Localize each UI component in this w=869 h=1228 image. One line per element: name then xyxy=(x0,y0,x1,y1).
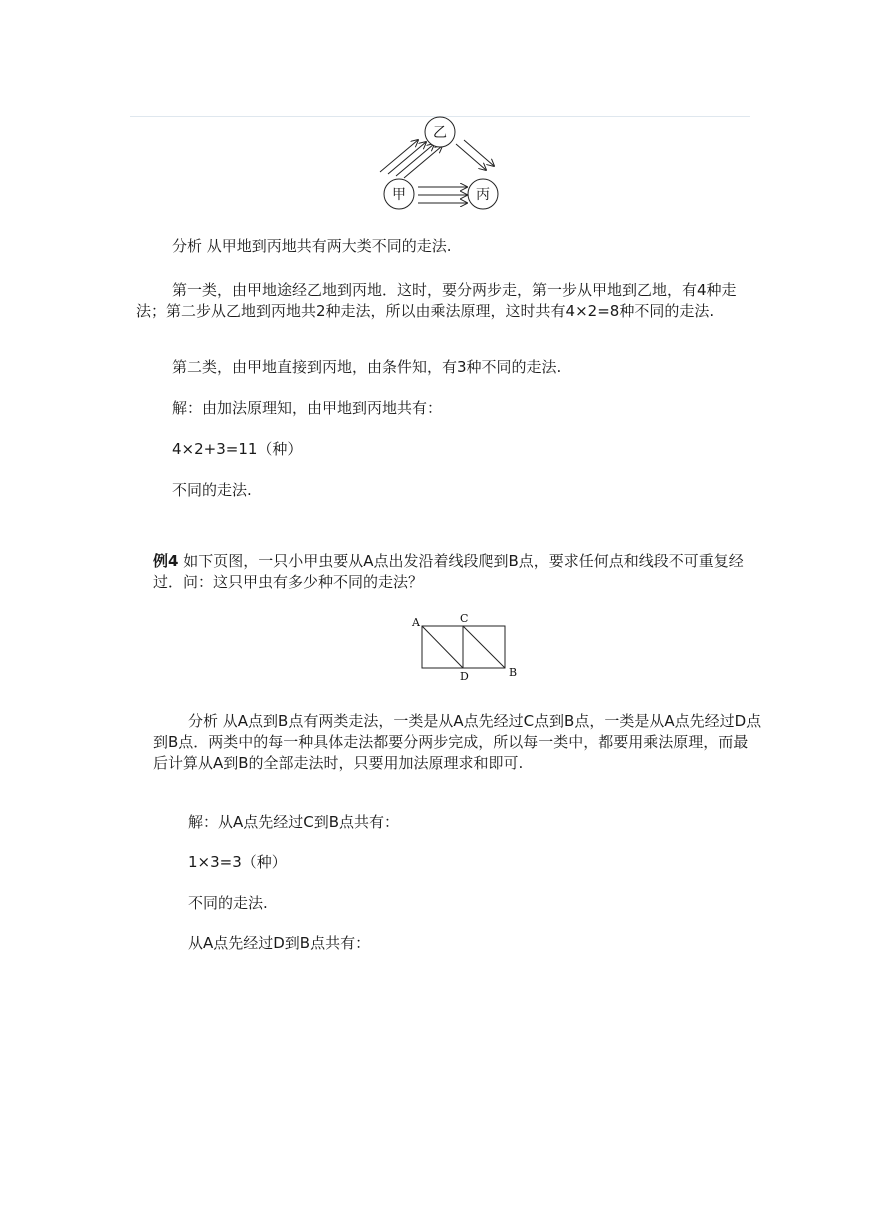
conclusion-1: 不同的走法. xyxy=(172,481,252,499)
formula-1: 4×2+3=11（种） xyxy=(172,440,303,458)
route-diagram xyxy=(370,112,530,212)
solution-2: 解：从A点先经过C到B点共有： xyxy=(188,813,400,831)
point-d: D xyxy=(460,670,469,682)
case-2: 第二类，由甲地直接到丙地，由条件知，有3种不同的走法. xyxy=(172,358,562,376)
formula-2: 1×3=3（种） xyxy=(188,853,287,871)
node-jia: 甲 xyxy=(392,187,406,203)
point-a: A xyxy=(412,616,420,629)
analysis-1: 分析 从甲地到丙地共有两大类不同的走法. xyxy=(172,237,452,255)
example-4 xyxy=(153,551,763,593)
conclusion-2: 不同的走法. xyxy=(188,894,268,912)
example-text: 如下页图，一只小甲虫要从A点出发沿着线段爬到B点，要求任何点和线段不可重复经过．问：这只甲虫有多少种不同的走法？ xyxy=(153,552,744,591)
point-b: B xyxy=(509,666,518,679)
case-1: 第一类，由甲地途经乙地到丙地．这时，要分两步走，第一步从甲地到乙地，有4种走法；第二步从乙地到丙地共2种走法，所以由乘法原理，这时共有4×2=8种不同的走法. xyxy=(136,281,737,320)
next-step: 从A点先经过D到B点共有： xyxy=(188,934,371,952)
node-yi: 乙 xyxy=(433,125,447,141)
point-c: C xyxy=(460,612,469,625)
example-label: 例4 xyxy=(153,552,179,570)
grid-diagram xyxy=(406,612,526,682)
analysis-2: 分析 从A点到B点有两类走法，一类是从A点先经过C点到B点，一类是从A点先经过D点到B点．两类中的每一种具体走法都要分两步完成，所以每一类中，都要用乘法原理，而最后计算从A到B的全部走法时，只要用加法原理求和即可. xyxy=(153,712,762,772)
node-bing: 丙 xyxy=(476,187,490,203)
solution-1: 解：由加法原理知，由甲地到丙地共有： xyxy=(172,399,443,417)
